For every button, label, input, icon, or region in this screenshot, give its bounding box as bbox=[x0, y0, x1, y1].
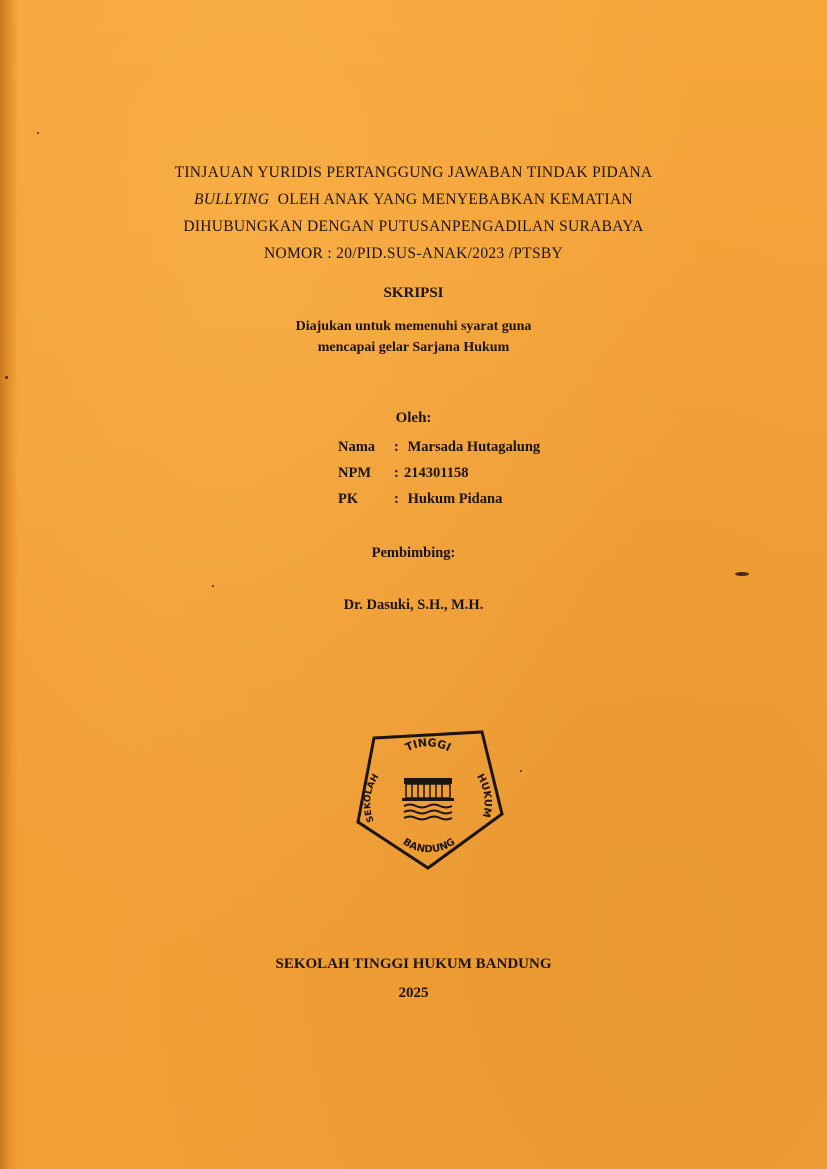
author-label: PK bbox=[338, 491, 359, 507]
logo-text-bottom: BANDUNG bbox=[400, 836, 458, 856]
institution-name: SEKOLAH TINGGI HUKUM BANDUNG bbox=[275, 956, 552, 972]
title-line-1: TINJAUAN YURIDIS PERTANGGUNG JAWABAN TINDAK PIDANA bbox=[174, 164, 653, 181]
author-heading: Oleh: bbox=[395, 410, 432, 426]
purpose-statement bbox=[0, 316, 827, 358]
cover-speck bbox=[735, 572, 749, 576]
purpose-line-2: mencapai gelar Sarjana Hukum bbox=[317, 340, 510, 355]
title-italic-term: BULLYING bbox=[194, 191, 270, 208]
author-value: Marsada Hutagalung bbox=[407, 439, 541, 455]
water-waves-icon bbox=[404, 805, 452, 820]
cover-speck bbox=[37, 132, 39, 134]
author-label: Nama bbox=[338, 439, 376, 455]
logo-text-left: SEKOLAH bbox=[363, 772, 382, 824]
cover-speck bbox=[5, 376, 8, 379]
author-value: 214301158 bbox=[404, 465, 469, 481]
author-row-name bbox=[338, 434, 540, 460]
author-value: Hukum Pidana bbox=[407, 491, 503, 507]
colon: : bbox=[394, 491, 399, 507]
colon: : bbox=[394, 439, 399, 455]
logo-text-right: HUKUM bbox=[474, 772, 493, 819]
thesis-title bbox=[0, 159, 827, 267]
submission-year: 2025 bbox=[398, 985, 429, 1001]
author-row-npm bbox=[338, 460, 540, 486]
title-line-2-rest: OLEH ANAK YANG MENYEBABKAN KEMATIAN bbox=[277, 191, 633, 208]
logo-text-top: TINGGI bbox=[403, 736, 453, 755]
title-line-3: DIHUBUNGKAN DENGAN PUTUSANPENGADILAN SURABAYA bbox=[183, 218, 644, 235]
cover-speck bbox=[520, 770, 522, 772]
colon: : bbox=[394, 465, 399, 481]
purpose-line-1: Diajukan untuk memenuhi syarat guna bbox=[295, 319, 532, 334]
institution-footer bbox=[0, 950, 827, 1008]
author-label: NPM bbox=[338, 465, 372, 481]
advisor-name: Dr. Dasuki, S.H., M.H. bbox=[343, 597, 484, 613]
advisor-heading: Pembimbing: bbox=[371, 545, 456, 561]
author-info bbox=[338, 434, 540, 512]
author-row-pk bbox=[338, 486, 540, 512]
title-line-4: NOMOR : 20/PID.SUS-ANAK/2023 /PTSBY bbox=[263, 245, 563, 262]
title-line-2 bbox=[0, 186, 827, 213]
institution-logo bbox=[352, 728, 504, 872]
document-type: SKRIPSI bbox=[383, 285, 444, 301]
building-icon bbox=[402, 778, 454, 801]
cover-speck bbox=[212, 585, 214, 587]
